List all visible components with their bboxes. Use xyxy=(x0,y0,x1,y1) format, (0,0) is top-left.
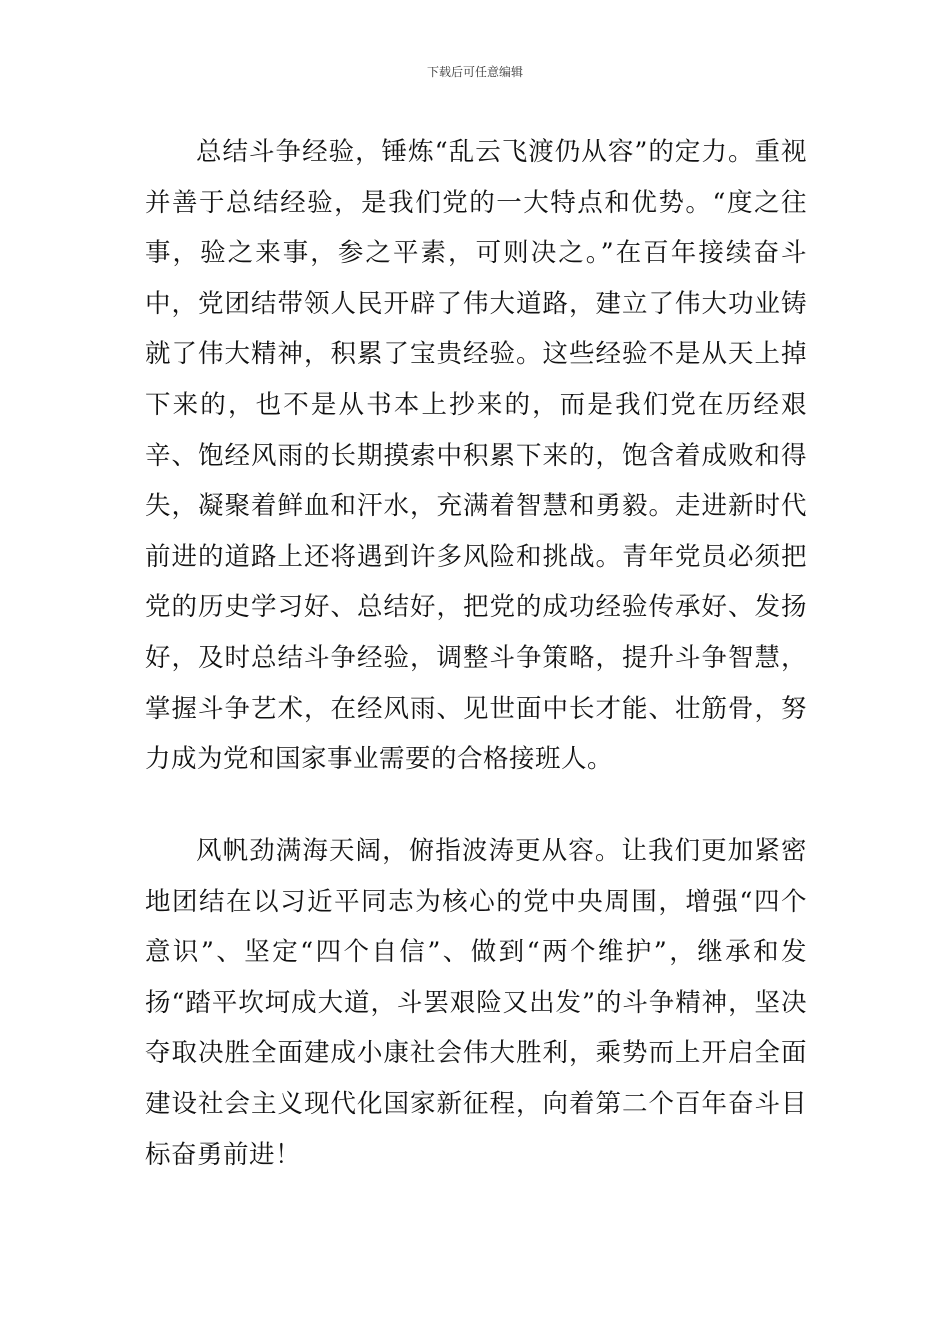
page-header-note: 下载后可任意编辑 xyxy=(426,65,523,79)
paragraph-closing: 风帆劲满海天阔，俯指波涛更从容。让我们更加紧密地团结在以习近平同志为核心的党中央周围，增强“四个意识”、坚定“四个自信”、做到“两个维护”，继承和发扬“踏平坎坷成大道，斗罢艰险又出发”的斗争精神，坚决夺取决胜全面建成小康社会伟大胜利，乘势而上开启全面建设社会主义现代化国家新征程，向着第二个百年奋斗目标奋勇前进！ xyxy=(145,836,807,1170)
paragraph-struggle-experience: 总结斗争经验，锤炼“乱云飞渡仍从容”的定力。重视并善于总结经验，是我们党的一大特点和优势。“度之往事，验之来事，参之平素，可则决之。”在百年接续奋斗中，党团结带领人民开辟了伟大道路，建立了伟大功业铸就了伟大精神，积累了宝贵经验。这些经验不是从天上掉下来的，也不是从书本上抄来的，而是我们党在历经艰辛、饱经风雨的长期摸索中积累下来的，饱含着成败和得失，凝聚着鲜血和汗水，充满着智慧和勇毅。走进新时代前进的道路上还将遇到许多风险和挑战。青年党员必须把党的历史学习好、总结好，把党的成功经验传承好、发扬好，及时总结斗争经验，调整斗争策略，提升斗争智慧，掌握斗争艺术，在经风雨、见世面中长才能、壮筋骨，努力成为党和国家事业需要的合格接班人。 xyxy=(145,137,807,775)
